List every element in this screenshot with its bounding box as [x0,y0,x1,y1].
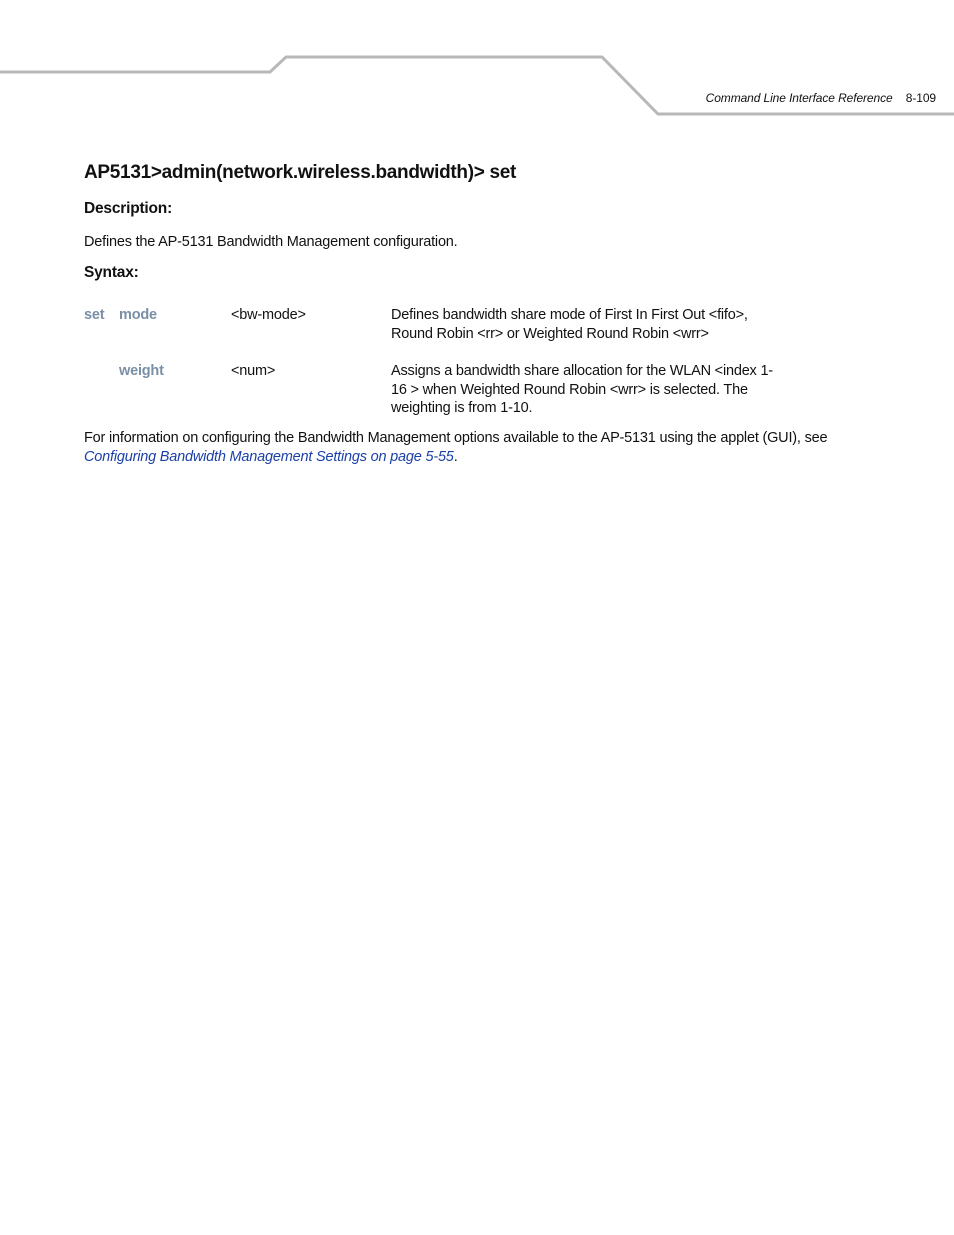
syntax-row-weight [84,362,781,418]
syntax-keyword-mode: mode [119,307,157,323]
cross-reference-link[interactable]: Configuring Bandwidth Management Settings on page 5-55 [84,449,454,465]
syntax-description-weight: Assigns a bandwidth share allocation for the WLAN <index 1-16 > when Weighted Round Robin <wrr> is selected. The weighting is from 1-10. [391,363,773,416]
syntax-table [84,306,781,418]
syntax-row-mode [84,306,781,362]
description-heading: Description: [84,200,173,217]
syntax-keyword-weight: weight [119,363,164,379]
footer-note-text: For information on configuring the Bandwidth Management options available to the AP-5131 using the applet (GUI), see [84,430,828,446]
syntax-command: set [84,307,105,323]
footer-note [84,429,854,467]
syntax-argument-weight: <num> [231,363,276,379]
running-head-title: Command Line Interface Reference [705,91,893,105]
running-head [706,91,936,105]
syntax-heading: Syntax: [84,264,139,281]
page-number: 8-109 [905,91,936,105]
command-heading: AP5131>admin(network.wireless.bandwidth)> set [84,162,517,183]
syntax-command-empty [84,362,119,418]
footer-note-period: . [453,449,458,465]
syntax-argument-mode: <bw-mode> [231,307,306,323]
syntax-description-mode: Defines bandwidth share mode of First In First Out <fifo>, Round Robin <rr> or Weighted Round Robin <wrr> [391,307,748,342]
description-text: Defines the AP-5131 Bandwidth Management configuration. [84,234,458,250]
